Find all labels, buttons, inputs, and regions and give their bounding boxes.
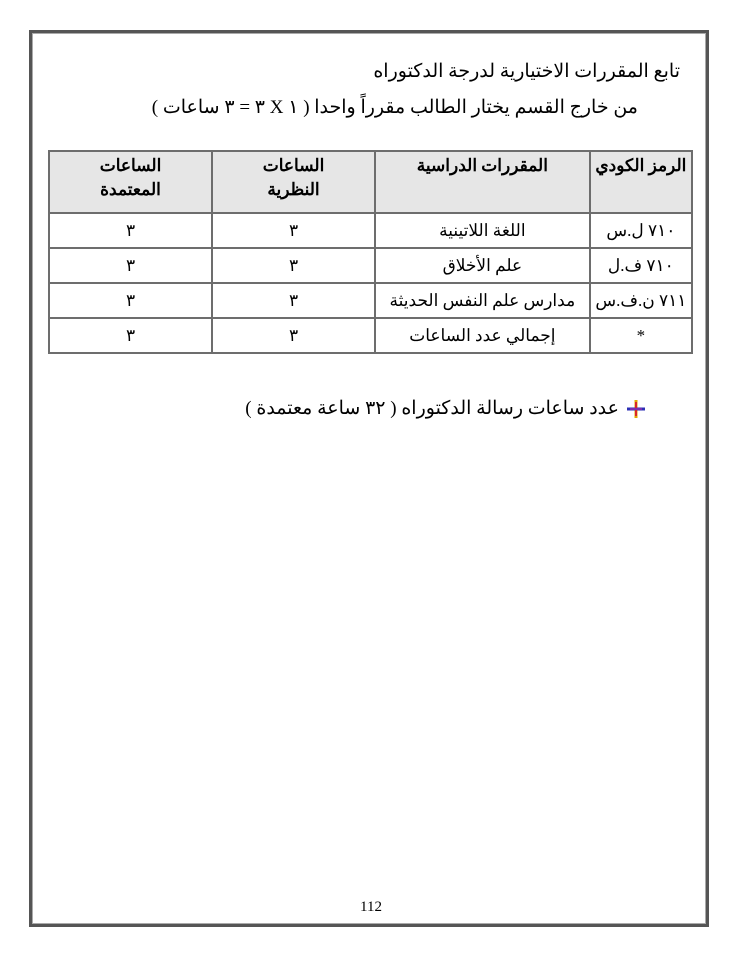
header-code: الرمز الكودي	[590, 151, 692, 213]
row-course: إجمالي عدد الساعات	[375, 318, 590, 353]
row-code: ٧١٠ ل.س	[590, 213, 692, 248]
row-theory-hours: ٣	[212, 213, 375, 248]
row-course: علم الأخلاق	[375, 248, 590, 283]
table-header-row	[49, 151, 692, 213]
row-credit-hours: ٣	[49, 283, 212, 318]
row-theory-hours: ٣	[212, 248, 375, 283]
row-credit-hours: ٣	[49, 248, 212, 283]
page-title: تابع المقررات الاختيارية لدرجة الدكتوراه	[373, 61, 680, 82]
page-number: 112	[360, 899, 382, 915]
row-course: مدارس علم النفس الحديثة	[375, 283, 590, 318]
row-theory-hours: ٣	[212, 318, 375, 353]
thesis-hours-text: عدد ساعات رسالة الدكتوراه ( ٣٢ ساعة معتمدة )	[245, 398, 619, 419]
row-code: ٧١٠ ف.ل	[590, 248, 692, 283]
table-row	[49, 248, 692, 283]
table-row	[49, 283, 692, 318]
header-credit-hours: الساعات المعتمدة	[49, 151, 212, 213]
row-theory-hours: ٣	[212, 283, 375, 318]
header-theory-hours: الساعات النظرية	[212, 151, 375, 213]
thesis-hours-note	[245, 397, 645, 420]
row-course: اللغة اللاتينية	[375, 213, 590, 248]
table-row-total	[49, 318, 692, 353]
row-code: *	[590, 318, 692, 353]
table-row	[49, 213, 692, 248]
row-credit-hours: ٣	[49, 213, 212, 248]
cross-star-icon	[627, 400, 645, 418]
courses-table	[48, 150, 693, 354]
row-credit-hours: ٣	[49, 318, 212, 353]
header-course: المقررات الدراسية	[375, 151, 590, 213]
page-subtitle: من خارج القسم يختار الطالب مقرراً واحدا ( ١ X ٣ = ٣ ساعات )	[151, 97, 638, 118]
row-code: ٧١١ ن.ف.س	[590, 283, 692, 318]
